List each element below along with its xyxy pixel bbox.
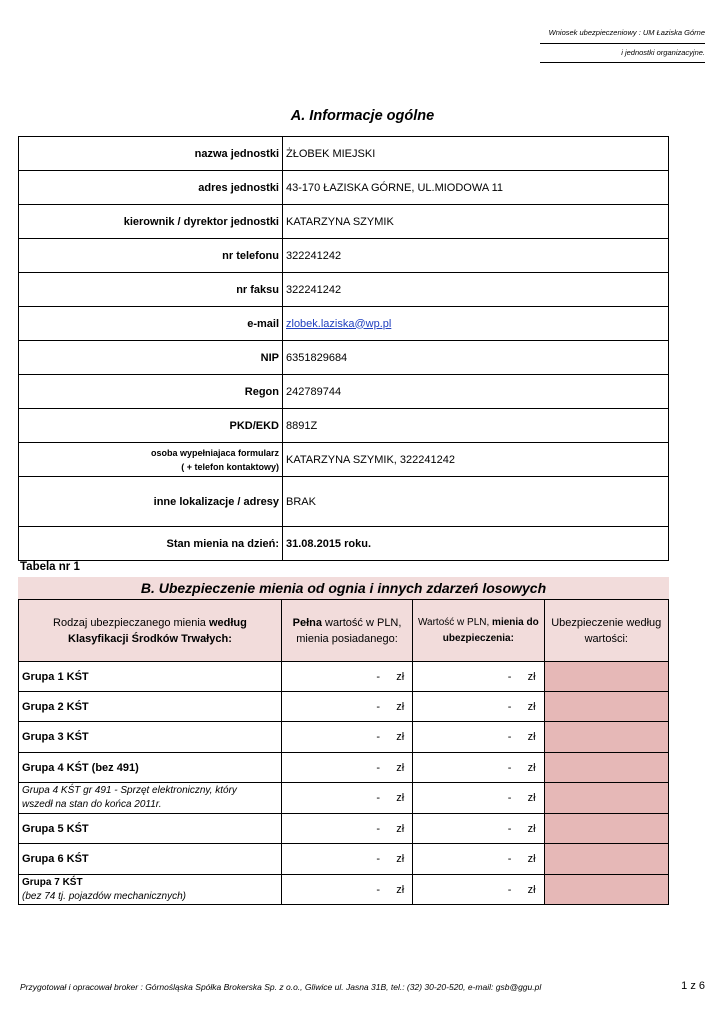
amount-full: [281, 722, 412, 753]
value-basis-cell[interactable]: [544, 814, 668, 844]
dash: -: [507, 731, 512, 743]
head-c1-a: Rodzaj ubezpieczanego mienia: [53, 616, 209, 629]
group-name-line2: wszedł na stan do końca 2011r.: [22, 799, 162, 810]
head-col-pelna: [281, 600, 412, 662]
currency: zł: [396, 731, 405, 743]
footer-text: Przygotował i opracował broker : Górnośląska Spółka Brokerska Sp. z o.o., Gliwice ul. Jasna 31B, tel.: (32) 30-20-520, e-mail: gsb@ggu.pl: [20, 982, 542, 992]
amount-insured: [413, 844, 544, 875]
property-groups-table: [18, 599, 669, 905]
currency: zł: [527, 761, 536, 774]
table-row: [19, 692, 669, 722]
currency: zł: [396, 883, 405, 896]
group-name: Grupa 2 KŚT: [19, 692, 282, 722]
head-c2-c: mienia posiadanego:: [296, 632, 398, 645]
currency: zł: [527, 853, 536, 865]
dash: -: [507, 670, 512, 683]
value-pkd: 8891Z: [283, 409, 669, 443]
amount-insured: [413, 814, 544, 844]
value-email-cell: [283, 307, 669, 341]
value-basis-cell[interactable]: [544, 783, 668, 814]
head-c1-b: według: [208, 616, 247, 629]
head-c3-b: mienia do: [492, 616, 539, 628]
value-lokalizacje: BRAK: [283, 477, 669, 527]
currency: zł: [396, 792, 405, 804]
group-name: Grupa 4 KŚT (bez 491): [19, 753, 282, 783]
label-osoba: [19, 443, 283, 477]
value-basis-cell[interactable]: [544, 662, 668, 692]
label-stan-mienia: Stan mienia na dzień:: [19, 527, 283, 561]
label-nazwa: nazwa jednostki: [19, 137, 283, 171]
label-kierownik: kierownik / dyrektor jednostki: [19, 205, 283, 239]
dash: -: [376, 761, 381, 774]
dash: -: [376, 731, 381, 743]
value-regon: 242789744: [283, 375, 669, 409]
value-stan-mienia: 31.08.2015 roku.: [283, 527, 669, 561]
page-number: 1 z 6: [681, 980, 705, 992]
amount-full: [281, 814, 412, 844]
table-row: [19, 722, 669, 753]
section-b-title: B. Ubezpieczenie mienia od ognia i innych zdarzeń losowych: [18, 577, 669, 599]
group-name-line2: (bez 74 tj. pojazdów mechanicznych): [22, 890, 186, 902]
dash: -: [507, 853, 512, 865]
currency: zł: [396, 700, 405, 713]
amount-insured: [413, 875, 544, 905]
head-c3-c: ubezpieczenia:: [442, 632, 514, 644]
group-name: [19, 875, 282, 905]
amount-insured: [413, 753, 544, 783]
head-col-ubezp: [413, 600, 544, 662]
dash: -: [376, 883, 381, 896]
amount-full: [281, 844, 412, 875]
amount-insured: [413, 783, 544, 814]
dash: -: [507, 792, 512, 804]
label-telefon: nr telefonu: [19, 239, 283, 273]
group-name-line1: Grupa 7 KŚT: [22, 876, 83, 888]
head-c3-a: Wartość w PLN,: [417, 616, 493, 628]
group-name-line1: Grupa 4 KŚT gr 491 - Sprzęt elektroniczny, który: [22, 785, 237, 796]
label-osoba-line2: ( + telefon kontaktowy): [181, 461, 279, 472]
value-basis-cell[interactable]: [544, 844, 668, 875]
group-name: Grupa 3 KŚT: [19, 722, 282, 753]
head-c2-b: wartość w PLN,: [321, 616, 402, 629]
currency: zł: [396, 761, 405, 774]
dash: -: [376, 700, 381, 713]
table-row: [19, 814, 669, 844]
head-c2-a: Pełna: [292, 616, 322, 629]
dash: -: [507, 822, 512, 835]
table-label: Tabela nr 1: [20, 561, 80, 573]
head-c4-a: Ubezpieczenie według: [551, 616, 662, 629]
table-row: [19, 753, 669, 783]
head-col-rodzaj: [19, 600, 282, 662]
group-name: Grupa 1 KŚT: [19, 662, 282, 692]
label-regon: Regon: [19, 375, 283, 409]
currency: zł: [527, 670, 536, 683]
head-c4-b: wartości:: [584, 632, 628, 645]
amount-full: [281, 692, 412, 722]
amount-insured: [413, 692, 544, 722]
dash: -: [376, 670, 381, 683]
value-nazwa: ŻŁOBEK MIEJSKI: [283, 137, 669, 171]
currency: zł: [527, 731, 536, 743]
head-c1-c: Klasyfikacji Środków Trwałych:: [68, 632, 232, 645]
label-osoba-line1: osoba wypełniajaca formularz: [150, 447, 279, 458]
currency: zł: [527, 883, 536, 896]
header-divider-2: [540, 62, 705, 63]
value-telefon: 322241242: [283, 239, 669, 273]
label-faks: nr faksu: [19, 273, 283, 307]
value-basis-cell[interactable]: [544, 875, 668, 905]
dash: -: [507, 883, 512, 896]
value-basis-cell[interactable]: [544, 722, 668, 753]
amount-insured: [413, 662, 544, 692]
general-info-table: [18, 136, 669, 561]
table-row: [19, 662, 669, 692]
table-row: [19, 844, 669, 875]
header-line-1: Wniosek ubezpieczeniowy : UM Łaziska Górne: [548, 28, 705, 37]
dash: -: [507, 761, 512, 774]
value-basis-cell[interactable]: [544, 692, 668, 722]
amount-insured: [413, 722, 544, 753]
dash: -: [376, 792, 381, 804]
label-email: e-mail: [19, 307, 283, 341]
amount-full: [281, 875, 412, 905]
value-basis-cell[interactable]: [544, 753, 668, 783]
email-link[interactable]: zlobek.laziska@wp.pl: [286, 317, 392, 330]
table-row: [19, 783, 669, 814]
label-pkd: PKD/EKD: [19, 409, 283, 443]
head-col-wedlug: [544, 600, 668, 662]
currency: zł: [527, 792, 536, 804]
value-adres: 43-170 ŁAZISKA GÓRNE, UL.MIODOWA 11: [283, 171, 669, 205]
amount-full: [281, 783, 412, 814]
value-nip: 6351829684: [283, 341, 669, 375]
label-adres: adres jednostki: [19, 171, 283, 205]
currency: zł: [396, 670, 405, 683]
header-divider-1: [540, 43, 705, 44]
currency: zł: [527, 700, 536, 713]
group-name: [19, 783, 282, 814]
dash: -: [376, 853, 381, 865]
label-nip: NIP: [19, 341, 283, 375]
currency: zł: [527, 822, 536, 835]
currency: zł: [396, 822, 405, 835]
label-lokalizacje: inne lokalizacje / adresy: [19, 477, 283, 527]
table-row: [19, 875, 669, 905]
dash: -: [507, 700, 512, 713]
group-name: Grupa 5 KŚT: [19, 814, 282, 844]
currency: zł: [396, 853, 405, 865]
section-a-title: A. Informacje ogólne: [290, 108, 435, 124]
dash: -: [376, 822, 381, 835]
value-faks: 322241242: [283, 273, 669, 307]
value-osoba: KATARZYNA SZYMIK, 322241242: [283, 443, 669, 477]
header-line-2: i jednostki organizacyjne.: [621, 48, 705, 57]
amount-full: [281, 662, 412, 692]
amount-full: [281, 753, 412, 783]
group-name: Grupa 6 KŚT: [19, 844, 282, 875]
value-kierownik: KATARZYNA SZYMIK: [283, 205, 669, 239]
